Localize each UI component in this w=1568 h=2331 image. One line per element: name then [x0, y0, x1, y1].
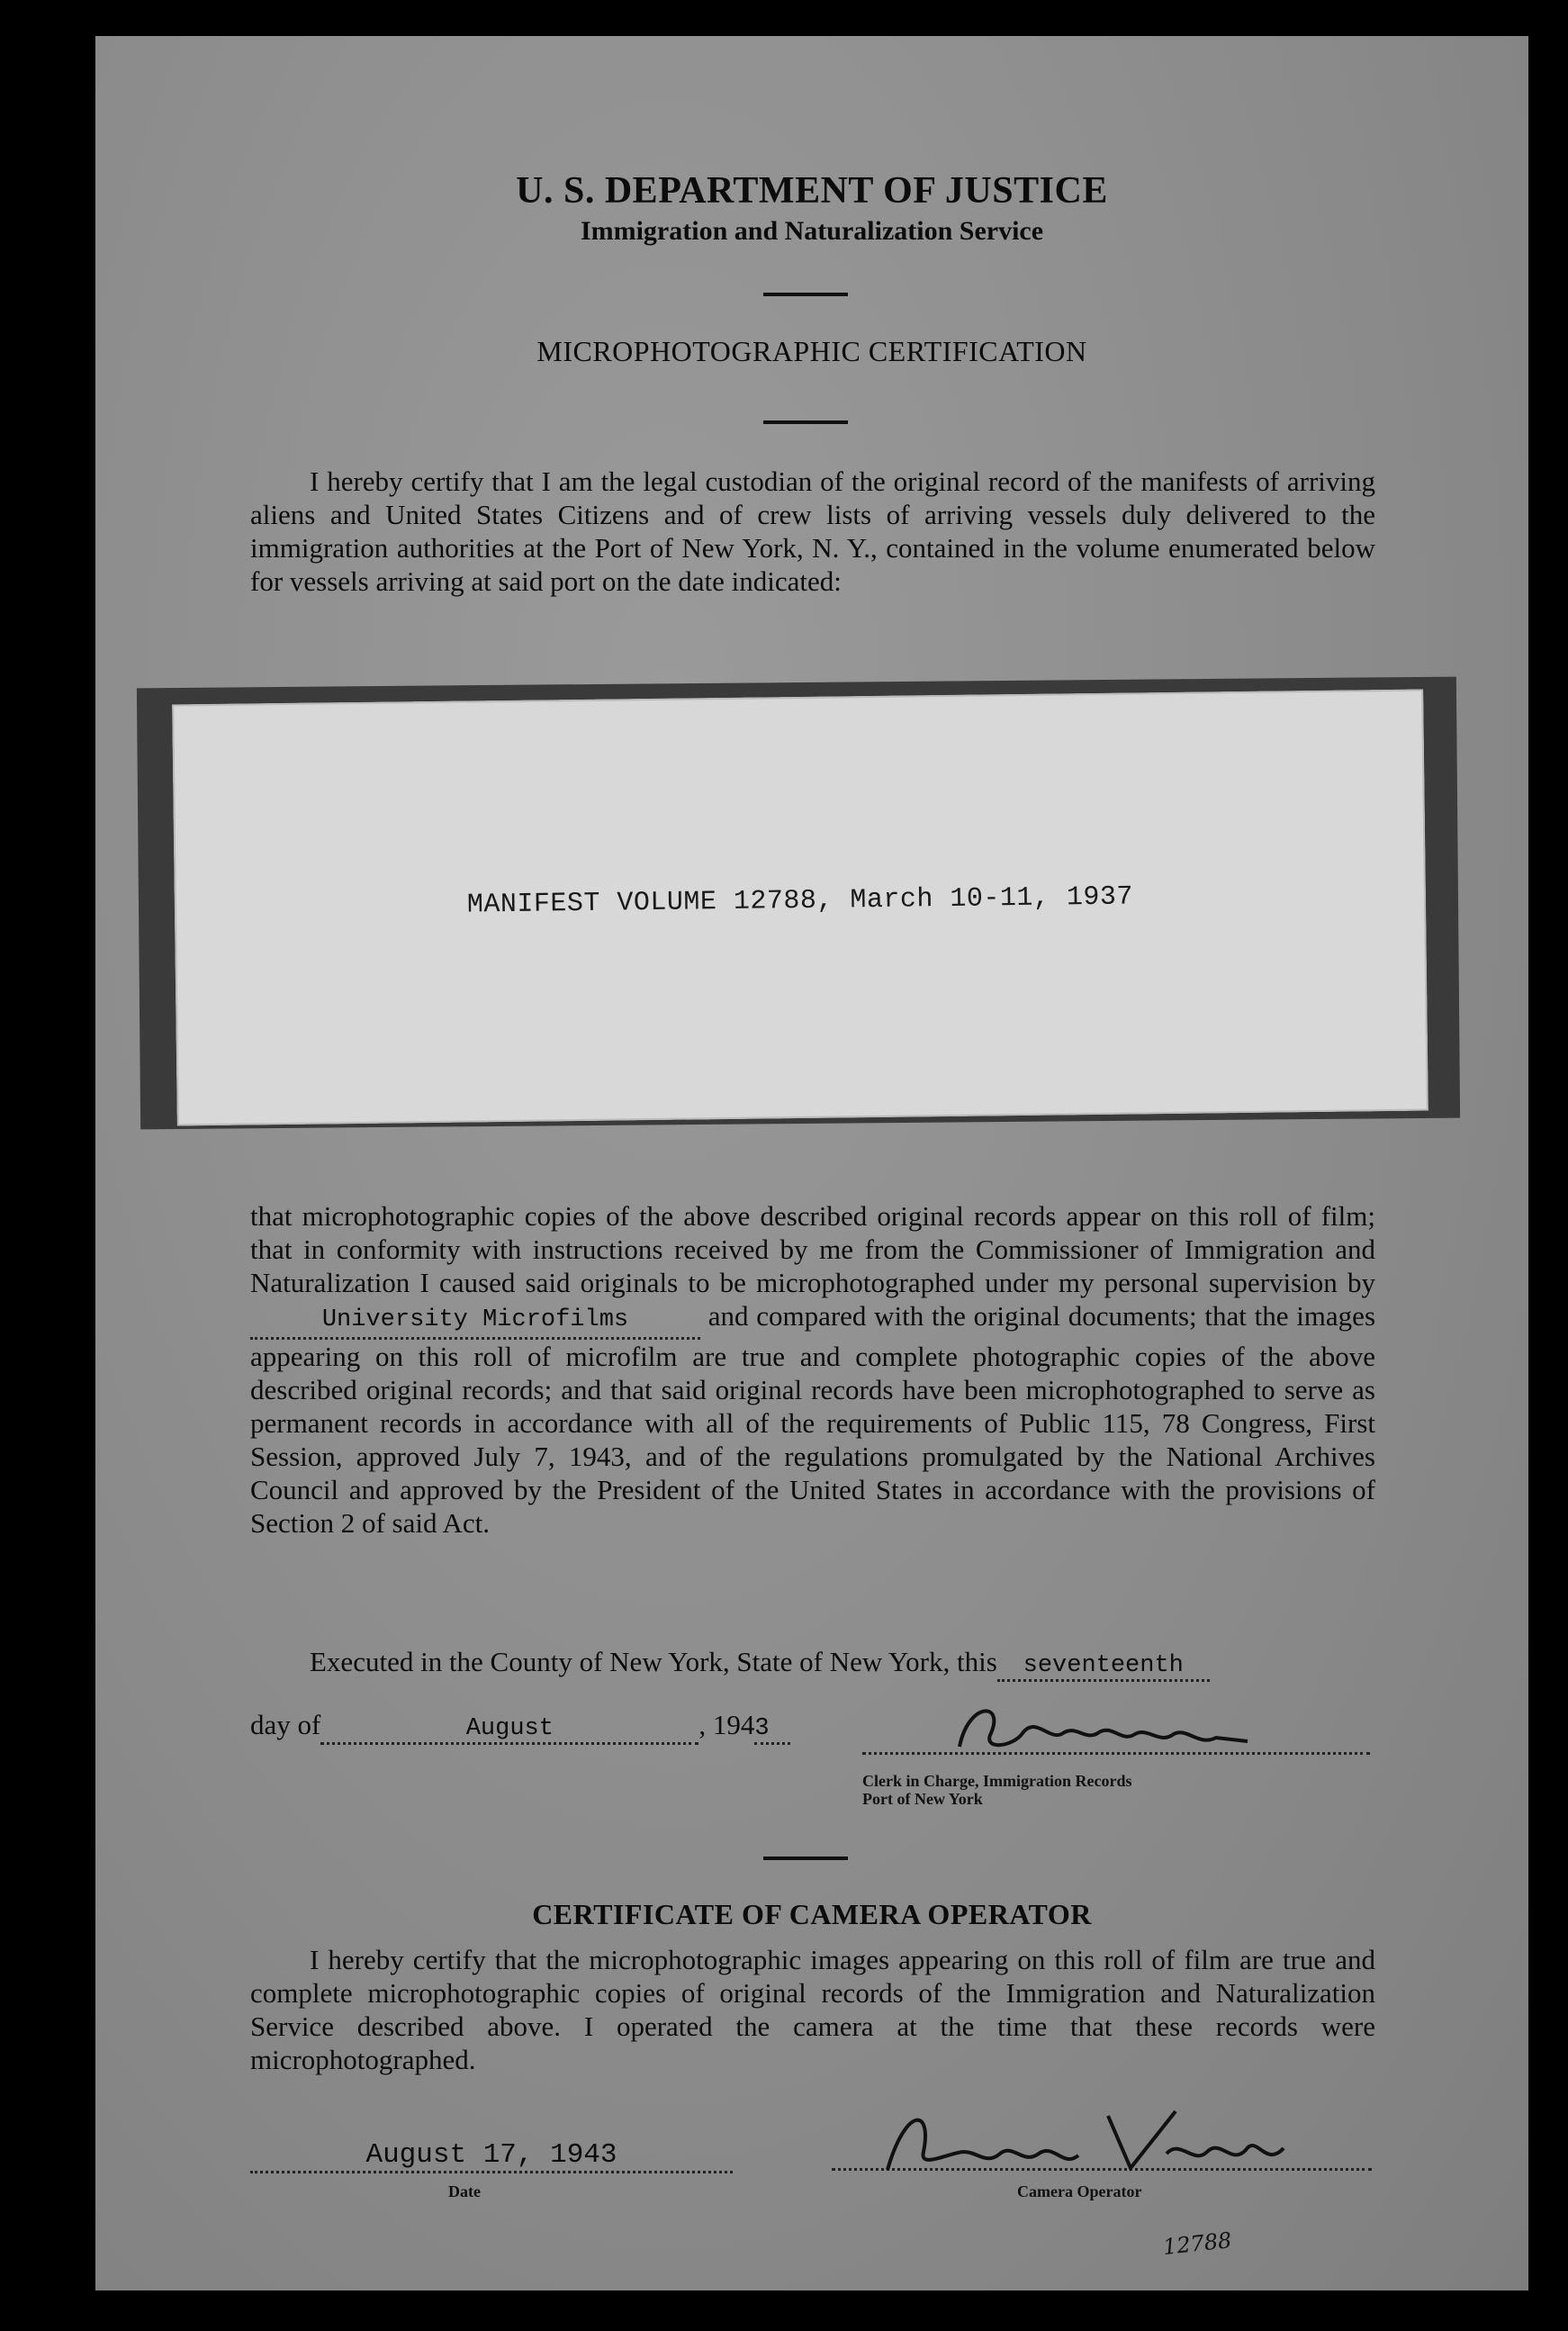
- operator-signature: [879, 2098, 1293, 2183]
- clerk-signature: [951, 1693, 1257, 1769]
- certificate-sheet: [95, 36, 1528, 2290]
- intro-paragraph: I hereby certify that I am the legal custodian of the original record of the manifests of arriving aliens and United States Citizens and of crew lists of arriving vessels duly delivered to the immigration authorities at the Port of New York, N. Y., contained in the volume enumerated below for vessels arriving at said port on the date indicated:: [250, 465, 1375, 597]
- body-text-part1: that microphotographic copies of the above described original records appear on this roll of film; that in conformity with instructions received by me from the Commissioner of Immigration and Naturalization I caused said originals to be microphotographed under my personal supervision by: [250, 1200, 1375, 1298]
- execution-year-digit: 3: [754, 1715, 790, 1745]
- execution-day-field: seventeenth: [997, 1652, 1210, 1682]
- divider-rule: [763, 1857, 848, 1860]
- divider-rule: [763, 420, 848, 424]
- manifest-label: MANIFEST VOLUME 12788, March 10-11, 1937: [466, 881, 1134, 921]
- execution-month-field: August: [320, 1715, 698, 1745]
- service-subheading: Immigration and Naturalization Service: [580, 216, 1044, 246]
- day-of-label: day of: [250, 1709, 321, 1740]
- day-of-line: [250, 1709, 790, 1745]
- department-heading: U. S. DEPARTMENT OF JUSTICE: [516, 170, 1108, 212]
- certification-title: MICROPHOTOGRAPHIC CERTIFICATION: [536, 335, 1087, 367]
- clerk-title-line2: Port of New York: [862, 1790, 983, 1808]
- execution-line: [310, 1646, 1210, 1682]
- operator-date-field: August 17, 1943: [250, 2139, 733, 2173]
- clerk-title: [862, 1772, 1131, 1808]
- clerk-title-line1: Clerk in Charge, Immigration Records: [862, 1772, 1132, 1790]
- handwritten-volume-note: 12788: [1161, 2227, 1233, 2260]
- execution-year-prefix: , 194: [698, 1709, 755, 1740]
- operator-paragraph: I hereby certify that the microphotographic images appearing on this roll of film are true and complete microphotographic copies of original records of the Immigration and Naturalization Service described above. I operated the camera at the time that these records were microphotographed.: [250, 1944, 1375, 2075]
- body-paragraph: [250, 1199, 1375, 1540]
- body-text-part2: and compared with the original documents; that the images appearing on this roll of microfilm are true and complete photographic copies of the above described original records; and that said original records have been microphotographed to serve as permanent records in accordance with all of the requirements of Public 115, 78 Congress, First Session, approved July 7, 1943, and of the regulations promulgated by the National Archives Council and approved by the President of the United States in accordance with the provisions of Section 2 of said Act.: [250, 1300, 1376, 1539]
- execution-text: Executed in the County of New York, State of New York, this: [310, 1646, 997, 1677]
- microfilmer-field: University Microfilms: [250, 1304, 700, 1340]
- camera-operator-label: Camera Operator: [1017, 2182, 1142, 2200]
- operator-section-title: CERTIFICATE OF CAMERA OPERATOR: [532, 1898, 1092, 1930]
- divider-rule: [763, 293, 848, 296]
- operator-date-label: Date: [448, 2182, 481, 2200]
- manifest-strip: [172, 690, 1428, 1126]
